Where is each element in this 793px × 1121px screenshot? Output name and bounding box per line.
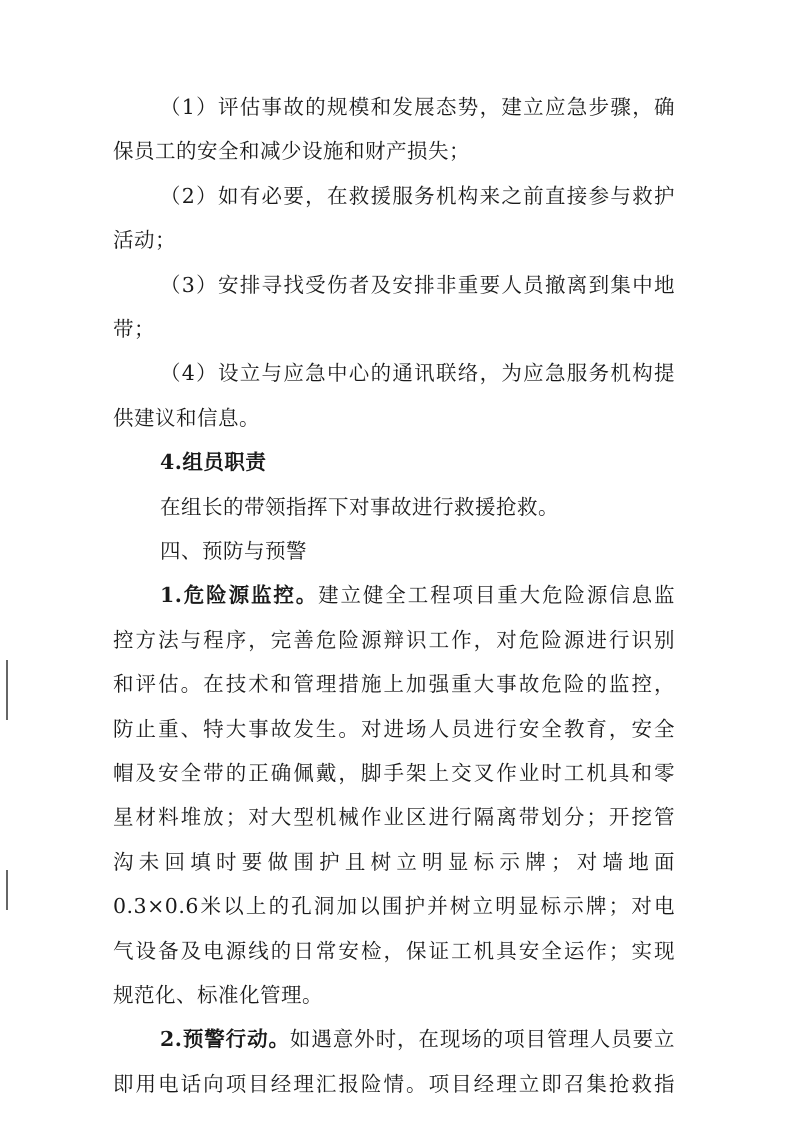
text-line: 供建议和信息。 (113, 405, 260, 430)
section-heading: 4.组员职责 (160, 450, 267, 475)
text-line: 活动； (113, 228, 176, 253)
text-line: 控方法与程序，完善危险源辩识工作，对危险源进行识别 (113, 627, 675, 652)
text-line: 和评估。在技术和管理措施上加强重大事故危险的监控， (113, 672, 675, 697)
lead-term: 2.预警行动。 (160, 1027, 290, 1052)
text-line: 防止重、特大事故发生。对进场人员进行安全教育，安全 (113, 716, 675, 741)
text-line: 带； (113, 317, 155, 341)
text-line: 规范化、标准化管理。 (113, 983, 323, 1007)
text-line: 如遇意外时，在现场的项目管理人员要立 (289, 1027, 675, 1052)
text-line: 0.3×0.6米以上的孔洞加以围护并树立明显标示牌；对电 (113, 894, 675, 919)
text-line: 在组长的带领指挥下对事故进行救援抢救。 (160, 494, 559, 519)
text-line: （3）安排寻找受伤者及安排非重要人员撤离到集中地 (160, 272, 675, 297)
scan-edge-mark (6, 870, 8, 910)
scan-edge-mark (6, 660, 8, 720)
paragraph-lead-line (160, 1024, 675, 1054)
text-line: （4）设立与应急中心的通讯联络，为应急服务机构提 (160, 361, 675, 386)
section-heading: 四、预防与预警 (160, 539, 307, 563)
text-line: 星材料堆放；对大型机械作业区进行隔离带划分；开挖管 (113, 805, 675, 830)
paragraph-lead-line (160, 580, 675, 610)
text-line: （1）评估事故的规模和发展态势，建立应急步骤，确 (160, 95, 675, 119)
text-line: 帽及安全带的正确佩戴，脚手架上交叉作业时工机具和零 (113, 761, 675, 785)
text-line: （2）如有必要，在救援服务机构来之前直接参与救护 (160, 183, 675, 208)
text-line: 气设备及电源线的日常安检，保证工机具安全运作；实现 (113, 938, 675, 963)
text-line: 即用电话向项目经理汇报险情。项目经理立即召集抢救指 (113, 1071, 675, 1096)
text-line: 保员工的安全和减少设施和财产损失； (113, 139, 470, 164)
text-line: 建立健全工程项目重大危险源信息监 (318, 583, 675, 608)
lead-term: 1.危险源监控。 (160, 583, 319, 608)
text-line: 沟未回填时要做围护且树立明显标示牌；对墙地面 (113, 849, 675, 874)
